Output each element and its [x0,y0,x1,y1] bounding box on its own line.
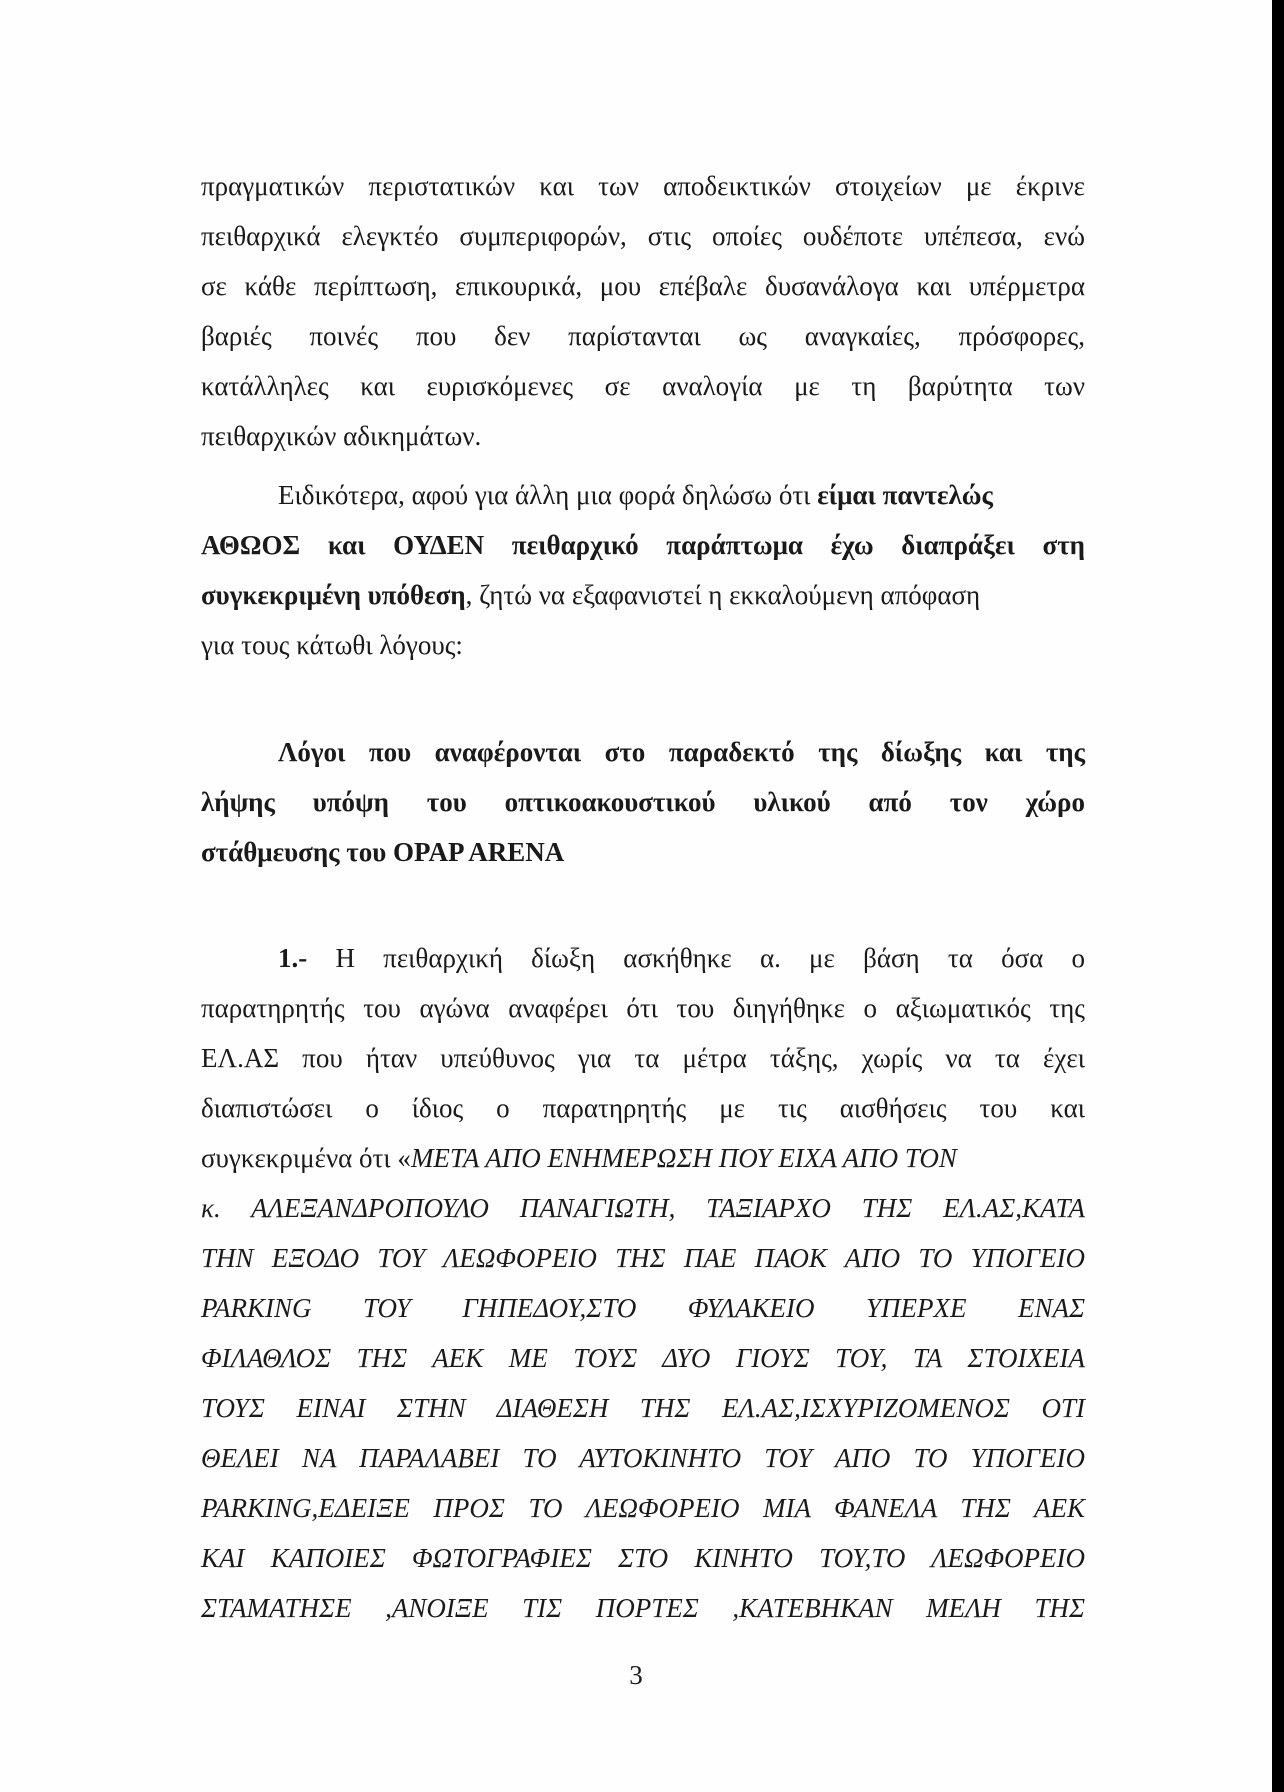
paragraph-2-line-3 [201,577,1085,613]
paragraph-2-line-4: για τους κάτωθι λόγους: [201,630,463,660]
paragraph-3-line-5 [201,1140,1085,1176]
section-heading-line-3: στάθμευσης του OPAP ARENA [201,837,565,867]
quote-line-2: ΤΗΝ ΕΞΟΔΟ ΤΟΥ ΛΕΩΦΟΡΕΙΟ ΤΗΣ ΠΑΕ ΠΑΟΚ ΑΠΟ ΤΟ ΥΠΟΓΕΙΟ [201,1243,1085,1273]
quote-line-1: κ. ΑΛΕΞΑΝΔΡΟΠΟΥΛΟ ΠΑΝΑΓΙΩΤΗ, ΤΑΞΙΑΡΧΟ ΤΗΣ ΕΛ.ΑΣ,ΚΑΤΑ [201,1193,1085,1223]
quote-line-7: PARKING,ΕΔΕΙΞΕ ΠΡΟΣ ΤΟ ΛΕΩΦΟΡΕΙΟ ΜΙΑ ΦΑΝΕΛΑ ΤΗΣ ΑΕΚ [201,1493,1085,1523]
paragraph-3-line-1 [278,940,1085,976]
paragraph-3-line-3: ΕΛ.ΑΣ που ήταν υπεύθυνος για τα μέτρα τάξης, χωρίς να τα έχει [201,1043,1085,1073]
paragraph-1-line-4: βαριές ποινές που δεν παρίστανται ως αναγκαίες, πρόσφορες, [201,321,1085,351]
section-heading-line-1: Λόγοι που αναφέρονται στο παραδεκτό της δίωξης και της [278,737,1085,767]
paragraph-1-line-5: κατάλληλες και ευρισκόμενες σε αναλογία με τη βαρύτητα των [201,371,1085,401]
paragraph-3-line-1-text: Η πειθαρχική δίωξη ασκήθηκε α. με βάση τα όσα ο [307,943,1085,973]
paragraph-2-line-1-text: Ειδικότερα, αφού για άλλη μια φορά δηλώσω ότι [278,480,818,510]
paragraph-1-line-6: πειθαρχικών αδικημάτων. [201,421,482,451]
paragraph-2-line-3-bold: συγκεκριμένη υπόθεση [201,580,466,610]
paragraph-1-line-2: πειθαρχικά ελεγκτέο συμπεριφορών, στις οποίες ουδέποτε υπέπεσα, ενώ [201,221,1085,251]
paragraph-3-line-4: διαπιστώσει ο ίδιος ο παρατηρητής με τις αισθήσεις του και [201,1093,1085,1123]
paragraph-1-line-1: πραγματικών περιστατικών και των αποδεικτικών στοιχείων με έκρινε [201,171,1085,201]
paragraph-2-line-3-text: , ζητώ να εξαφανιστεί η εκκαλούμενη απόφαση [465,580,981,610]
quote-line-4: ΦΙΛΑΘΛΟΣ ΤΗΣ ΑΕΚ ΜΕ ΤΟΥΣ ΔΥΟ ΓΙΟΥΣ ΤΟΥ, ΤΑ ΣΤΟΙΧΕΙΑ [201,1343,1085,1373]
paragraph-3-line-5-quote: ΜΕΤΑ ΑΠΟ ΕΝΗΜΕΡΩΣΗ ΠΟΥ ΕΙΧΑ ΑΠΟ ΤΟΝ [410,1143,957,1173]
quote-line-3: PARKING ΤΟΥ ΓΗΠΕΔΟΥ,ΣΤΟ ΦΥΛΑΚΕΙΟ ΥΠΕΡΧΕ ΕΝΑΣ [201,1293,1085,1323]
paragraph-1-line-3: σε κάθε περίπτωση, επικουρικά, μου επέβαλε δυσανάλογα και υπέρμετρα [201,271,1085,301]
paragraph-2-line-1-bold: είμαι παντελώς [817,480,993,510]
paragraph-3-line-2: παρατηρητής του αγώνα αναφέρει ότι του διηγήθηκε ο αξιωματικός της [201,993,1085,1023]
quote-line-5: ΤΟΥΣ ΕΙΝΑΙ ΣΤΗΝ ΔΙΑΘΕΣΗ ΤΗΣ ΕΛ.ΑΣ,ΙΣΧΥΡΙΖΟΜΕΝΟΣ ΟΤΙ [201,1393,1085,1423]
paragraph-3-line-5-text: συγκεκριμένα ότι « [201,1143,411,1173]
section-heading-line-2: λήψης υπόψη του οπτικοακουστικού υλικού από τον χώρο [201,787,1085,817]
quote-line-6: ΘΕΛΕΙ ΝΑ ΠΑΡΑΛΑΒΕΙ ΤΟ ΑΥΤΟΚΙΝΗΤΟ ΤΟΥ ΑΠΟ ΤΟ ΥΠΟΓΕΙΟ [201,1443,1085,1473]
paragraph-3-number: 1.- [278,943,308,973]
quote-line-9: ΣΤΑΜΑΤΗΣΕ ,ΑΝΟΙΞΕ ΤΙΣ ΠΟΡΤΕΣ ,ΚΑΤΕΒΗΚΑΝ ΜΕΛΗ ΤΗΣ [201,1593,1085,1623]
paragraph-2-line-1 [278,477,1085,513]
paragraph-2-line-2: ΑΘΩΟΣ και ΟΥΔΕΝ πειθαρχικό παράπτωμα έχω διαπράξει στη [201,530,1085,560]
quote-line-8: ΚΑΙ ΚΑΠΟΙΕΣ ΦΩΤΟΓΡΑΦΙΕΣ ΣΤΟ ΚΙΝΗΤΟ ΤΟΥ,ΤΟ ΛΕΩΦΟΡΕΙΟ [201,1543,1085,1573]
page-number: 3 [629,1660,643,1690]
page-edge [1272,0,1284,1792]
